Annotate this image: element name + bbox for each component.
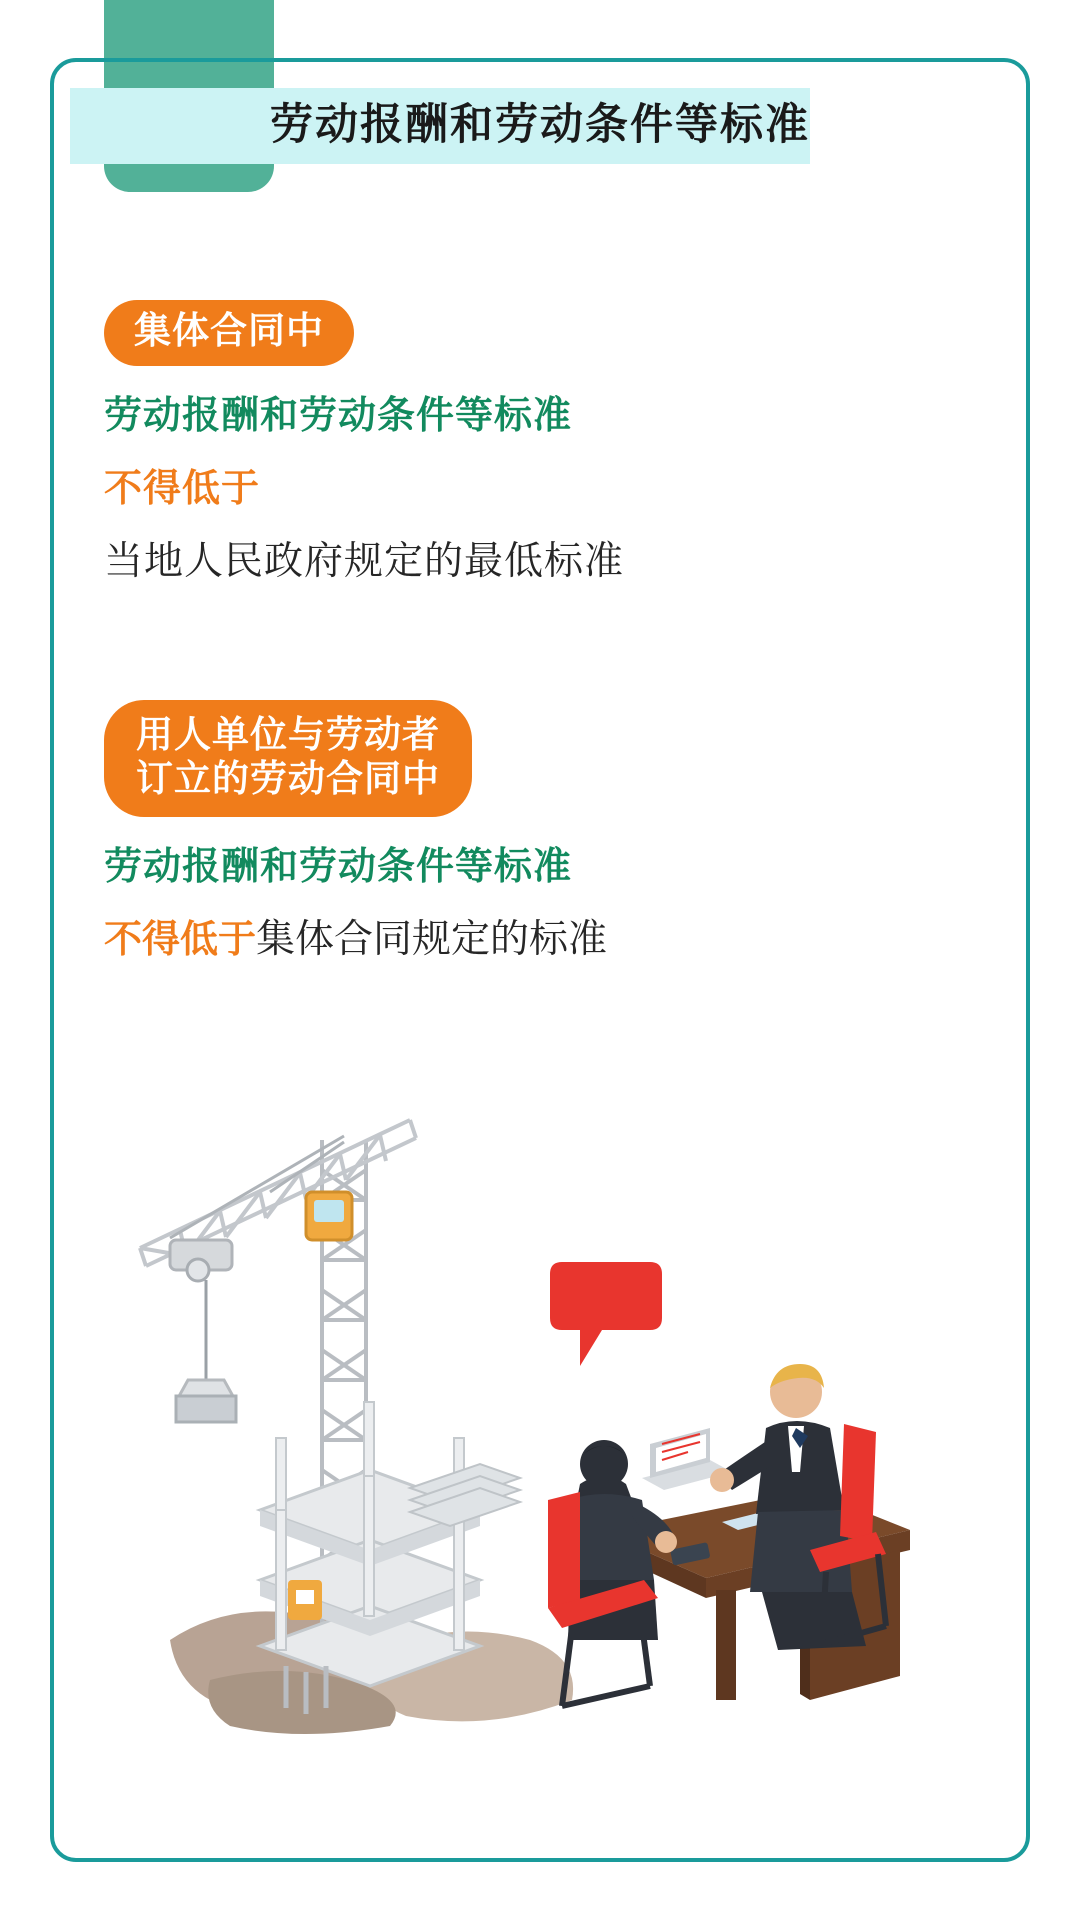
block1-line-local-minimum: 当地人民政府规定的最低标准 bbox=[104, 539, 625, 583]
block2-line-mixed bbox=[104, 908, 607, 964]
pill-label-line-1: 用人单位与劳动者 bbox=[136, 715, 440, 756]
block1-line-not-lower-than: 不得低于 bbox=[104, 467, 261, 510]
content-block-labor-contract bbox=[104, 700, 607, 964]
pill-label-line-2: 订立的劳动合同中 bbox=[136, 758, 440, 800]
content-block-collective-contract bbox=[104, 300, 624, 586]
pill-label-labor-contract bbox=[104, 700, 472, 817]
block1-line-standard: 劳动报酬和劳动条件等标准 bbox=[104, 394, 573, 437]
illustration-construction-and-negotiation bbox=[110, 1080, 970, 1780]
block2-not-lower-than: 不得低于 bbox=[104, 919, 257, 962]
block2-collective-standard: 集体合同规定的标准 bbox=[256, 918, 608, 962]
pill-label-collective-contract: 集体合同中 bbox=[104, 300, 354, 366]
block2-line-standard: 劳动报酬和劳动条件等标准 bbox=[104, 846, 573, 889]
page-title: 劳动报酬和劳动条件等标准 bbox=[270, 102, 810, 149]
